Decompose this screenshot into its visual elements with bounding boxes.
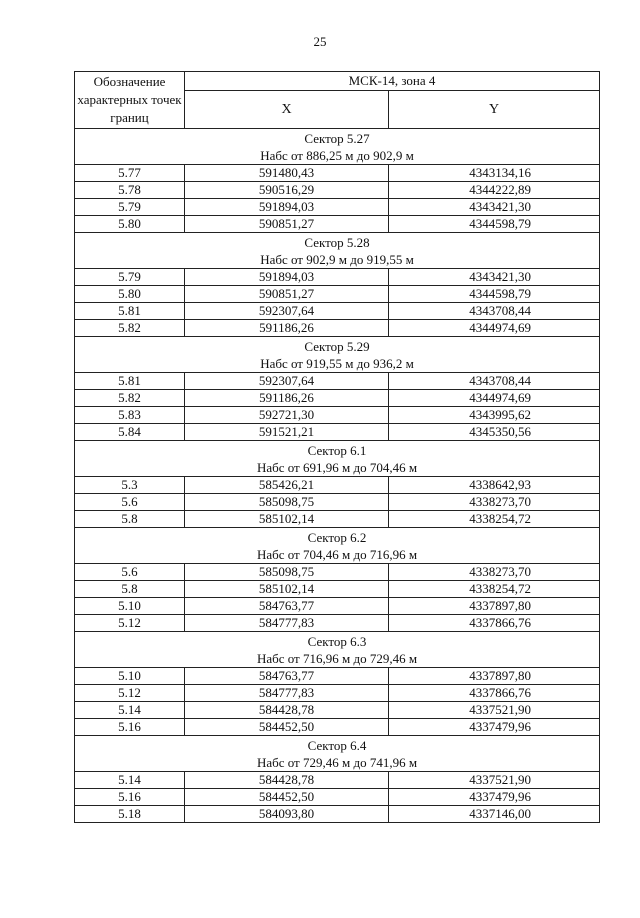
y-coordinate-cell: 4343134,16	[389, 165, 600, 182]
sector-heading	[75, 233, 600, 269]
point-id-cell: 5.16	[75, 789, 185, 806]
y-coordinate-cell: 4337897,80	[389, 598, 600, 615]
x-coordinate-cell: 584777,83	[185, 685, 389, 702]
point-id-cell: 5.12	[75, 685, 185, 702]
x-coordinate-cell: 584763,77	[185, 598, 389, 615]
point-id-cell: 5.82	[75, 390, 185, 407]
x-coordinate-cell: 592307,64	[185, 373, 389, 390]
point-id-cell: 5.10	[75, 668, 185, 685]
sector-row	[75, 632, 600, 668]
y-coordinate-cell: 4344222,89	[389, 182, 600, 199]
x-coordinate-cell: 584763,77	[185, 668, 389, 685]
x-coordinate-cell: 590851,27	[185, 286, 389, 303]
x-coordinate-cell: 591186,26	[185, 390, 389, 407]
x-coordinate-cell: 592307,64	[185, 303, 389, 320]
point-id-cell: 5.14	[75, 702, 185, 719]
sector-row	[75, 129, 600, 165]
point-id-cell: 5.10	[75, 598, 185, 615]
x-coordinate-cell: 585426,21	[185, 477, 389, 494]
table-row	[75, 269, 600, 286]
y-coordinate-cell: 4338273,70	[389, 564, 600, 581]
point-id-cell: 5.8	[75, 511, 185, 528]
table-row	[75, 424, 600, 441]
point-id-cell: 5.12	[75, 615, 185, 632]
point-id-cell: 5.79	[75, 269, 185, 286]
table-row	[75, 373, 600, 390]
point-id-cell: 5.83	[75, 407, 185, 424]
y-coordinate-cell: 4343995,62	[389, 407, 600, 424]
y-coordinate-cell: 4337479,96	[389, 719, 600, 736]
y-coordinate-cell: 4337866,76	[389, 685, 600, 702]
table-row	[75, 772, 600, 789]
point-id-cell: 5.77	[75, 165, 185, 182]
point-id-cell: 5.81	[75, 303, 185, 320]
x-coordinate-cell: 591521,21	[185, 424, 389, 441]
table-row	[75, 668, 600, 685]
x-coordinate-cell: 584777,83	[185, 615, 389, 632]
sector-title: Сектор 6.1	[307, 442, 367, 458]
x-coordinate-cell: 591186,26	[185, 320, 389, 337]
y-coordinate-cell: 4337479,96	[389, 789, 600, 806]
x-coordinate-cell: 585102,14	[185, 511, 389, 528]
sector-height-range: Набс от 729,46 м до 741,96 м	[256, 754, 418, 770]
point-id-cell: 5.3	[75, 477, 185, 494]
y-coordinate-cell: 4337146,00	[389, 806, 600, 823]
x-column-header: X	[185, 91, 389, 129]
table-row	[75, 390, 600, 407]
x-coordinate-cell: 584428,78	[185, 702, 389, 719]
y-coordinate-cell: 4337897,80	[389, 668, 600, 685]
y-coordinate-cell: 4337521,90	[389, 772, 600, 789]
x-coordinate-cell: 584452,50	[185, 719, 389, 736]
point-id-cell: 5.16	[75, 719, 185, 736]
table-row	[75, 581, 600, 598]
y-coordinate-cell: 4343421,30	[389, 199, 600, 216]
y-coordinate-cell: 4338254,72	[389, 511, 600, 528]
x-coordinate-cell: 590516,29	[185, 182, 389, 199]
y-coordinate-cell: 4343708,44	[389, 303, 600, 320]
y-coordinate-cell: 4343421,30	[389, 269, 600, 286]
x-coordinate-cell: 585102,14	[185, 581, 389, 598]
sector-title: Сектор 6.3	[307, 633, 367, 649]
sector-title: Сектор 6.2	[307, 529, 367, 545]
sector-height-range: Набс от 886,25 м до 902,9 м	[260, 147, 414, 163]
x-coordinate-cell: 585098,75	[185, 564, 389, 581]
table-row	[75, 719, 600, 736]
y-coordinate-cell: 4344974,69	[389, 390, 600, 407]
table-row	[75, 182, 600, 199]
point-id-cell: 5.84	[75, 424, 185, 441]
point-id-cell: 5.80	[75, 286, 185, 303]
table-row	[75, 789, 600, 806]
sector-height-range: Набс от 919,55 м до 936,2 м	[260, 355, 414, 371]
point-id-cell: 5.80	[75, 216, 185, 233]
x-coordinate-cell: 584428,78	[185, 772, 389, 789]
sector-heading	[75, 129, 600, 165]
table-row	[75, 702, 600, 719]
sector-height-range: Набс от 716,96 м до 729,46 м	[256, 650, 418, 666]
table-row	[75, 303, 600, 320]
point-id-cell: 5.82	[75, 320, 185, 337]
y-coordinate-cell: 4343708,44	[389, 373, 600, 390]
point-id-cell: 5.79	[75, 199, 185, 216]
sector-height-range: Набс от 704,46 м до 716,96 м	[256, 546, 418, 562]
y-column-header: Y	[389, 91, 600, 129]
sector-title: Сектор 5.28	[304, 234, 370, 250]
sector-height-range: Набс от 902,9 м до 919,55 м	[260, 251, 414, 267]
table-row	[75, 320, 600, 337]
coordinates-table	[74, 71, 600, 823]
sector-height-range: Набс от 691,96 м до 704,46 м	[256, 459, 418, 475]
y-coordinate-cell: 4344598,79	[389, 216, 600, 233]
point-id-cell: 5.14	[75, 772, 185, 789]
table-row	[75, 598, 600, 615]
y-coordinate-cell: 4338273,70	[389, 494, 600, 511]
point-id-cell: 5.6	[75, 494, 185, 511]
y-coordinate-cell: 4338642,93	[389, 477, 600, 494]
sector-heading	[75, 736, 600, 772]
table-row	[75, 806, 600, 823]
point-id-cell: 5.78	[75, 182, 185, 199]
x-coordinate-cell: 591894,03	[185, 199, 389, 216]
point-id-cell: 5.18	[75, 806, 185, 823]
designation-header: Обозначение характерных точек границ	[75, 72, 185, 129]
point-id-cell: 5.81	[75, 373, 185, 390]
sector-heading	[75, 632, 600, 668]
table-row	[75, 165, 600, 182]
table-row	[75, 216, 600, 233]
table-row	[75, 494, 600, 511]
x-coordinate-cell: 592721,30	[185, 407, 389, 424]
table-row	[75, 511, 600, 528]
page-number: 25	[313, 34, 327, 49]
table-row	[75, 199, 600, 216]
sector-title: Сектор 5.29	[304, 338, 370, 354]
y-coordinate-cell: 4338254,72	[389, 581, 600, 598]
y-coordinate-cell: 4345350,56	[389, 424, 600, 441]
table-row	[75, 286, 600, 303]
x-coordinate-cell: 591480,43	[185, 165, 389, 182]
x-coordinate-cell: 591894,03	[185, 269, 389, 286]
point-id-cell: 5.6	[75, 564, 185, 581]
x-coordinate-cell: 584093,80	[185, 806, 389, 823]
table-row	[75, 564, 600, 581]
x-coordinate-cell: 585098,75	[185, 494, 389, 511]
sector-heading	[75, 337, 600, 373]
sector-title: Сектор 6.4	[307, 737, 367, 753]
sector-row	[75, 528, 600, 564]
point-id-cell: 5.8	[75, 581, 185, 598]
y-coordinate-cell: 4344974,69	[389, 320, 600, 337]
sector-row	[75, 441, 600, 477]
sector-title: Сектор 5.27	[304, 130, 370, 146]
y-coordinate-cell: 4337866,76	[389, 615, 600, 632]
table-row	[75, 615, 600, 632]
table-row	[75, 685, 600, 702]
y-coordinate-cell: 4337521,90	[389, 702, 600, 719]
x-coordinate-cell: 590851,27	[185, 216, 389, 233]
sector-row	[75, 337, 600, 373]
coord-system-header: МСК-14, зона 4	[185, 72, 600, 91]
sector-row	[75, 736, 600, 772]
sector-heading	[75, 441, 600, 477]
y-coordinate-cell: 4344598,79	[389, 286, 600, 303]
table-row	[75, 407, 600, 424]
table-row	[75, 477, 600, 494]
sector-heading	[75, 528, 600, 564]
x-coordinate-cell: 584452,50	[185, 789, 389, 806]
sector-row	[75, 233, 600, 269]
